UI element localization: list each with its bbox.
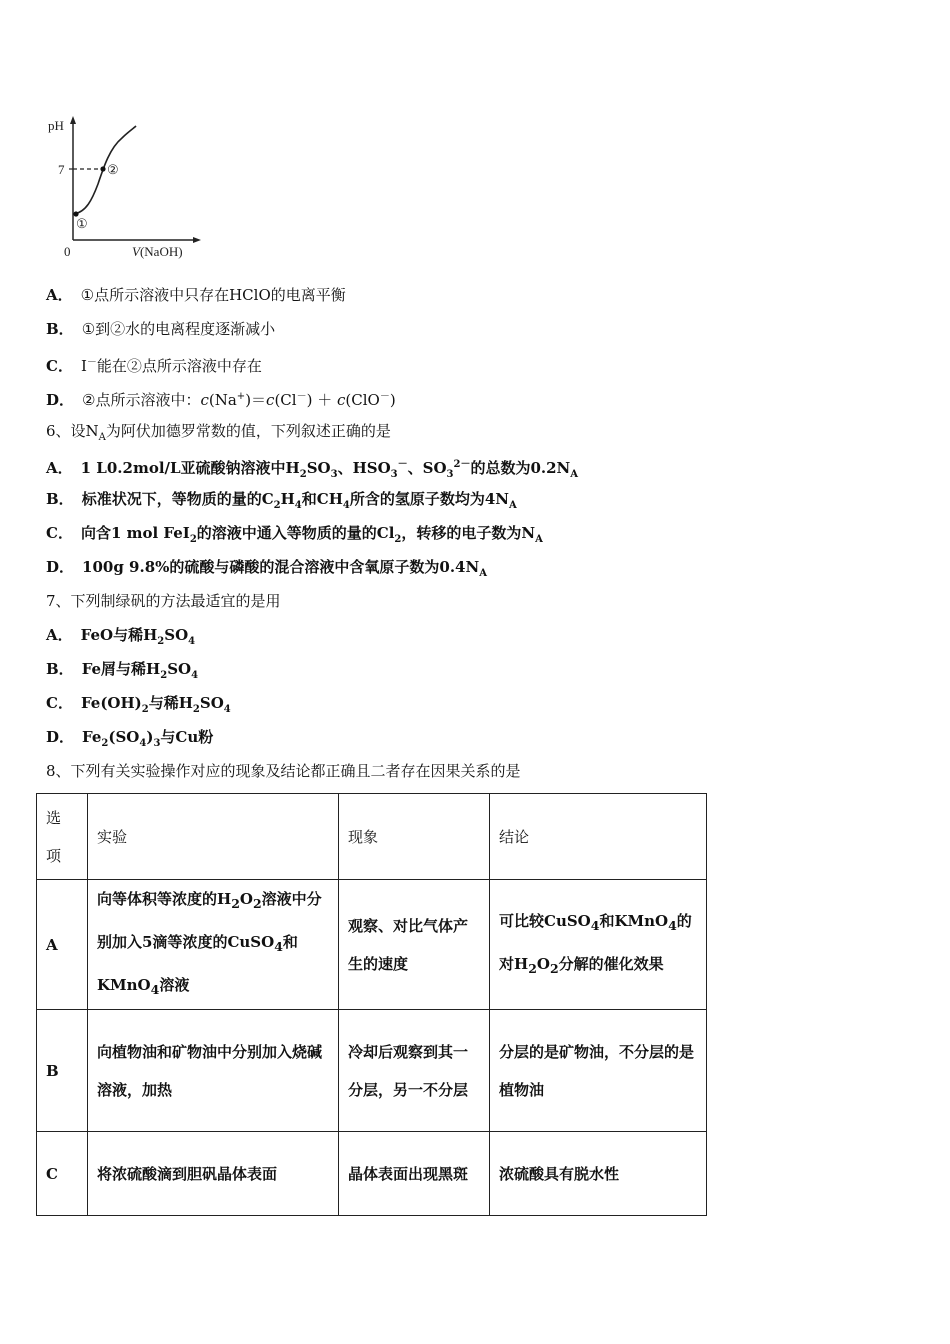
- q7-option-d: D． $Fe_2(SO_4)_3$与Cu粉: [46, 728, 214, 749]
- row-a-phenomenon: 观察、对比气体产生的速度: [339, 880, 490, 1010]
- point-2-marker: [100, 166, 105, 171]
- q6-option-b: B． 标准状况下，等物质的量的$C_2H_4$和$CH_4$所含的氢原子数均为$4N_A$: [46, 490, 517, 511]
- row-c-option: C: [37, 1132, 88, 1216]
- x-axis-arrow-icon: [193, 237, 201, 243]
- q7-option-b: B． Fe屑与稀$H_2SO_4$: [46, 660, 199, 681]
- q6-option-a: A． 1 L0.2mol/L亚硫酸钠溶液中$H_2SO_3$、$HSO_3^-$、$SO_3^{2-}$的总数为$0.2N_A$: [46, 459, 579, 480]
- table-row: [37, 1132, 707, 1216]
- y-tick-7: 7: [58, 162, 65, 177]
- y-axis-arrow-icon: [70, 116, 76, 124]
- row-b-conclusion: 分层的是矿物油，不分层的是植物油: [490, 1010, 707, 1132]
- point-1-label: ①: [76, 216, 88, 231]
- q7-option-c: C． $Fe(OH)_2$与稀$H_2SO_4$: [46, 694, 231, 715]
- q5-option-a: A． ①点所示溶液中只存在HClO的电离平衡: [46, 286, 346, 304]
- q5-option-c: C． I－能在②点所示溶液中存在: [46, 357, 262, 375]
- q6-option-c: C． 向含1 mol FeI$_2$的溶液中通入等物质的量的$Cl_2$，转移的电子数为$N_A$: [46, 524, 543, 545]
- origin-label: 0: [64, 244, 71, 259]
- point-2-label: ②: [107, 162, 119, 177]
- row-a-experiment: 向等体积等浓度的$H_2O_2$溶液中分别加入5滴等浓度的CuSO$_4$和KMnO$_4$溶液: [88, 880, 339, 1010]
- header-conclusion: 结论: [490, 794, 707, 880]
- header-experiment: 实验: [88, 794, 339, 880]
- table-row: [37, 1010, 707, 1132]
- row-c-experiment: 将浓硫酸滴到胆矾晶体表面: [88, 1132, 339, 1216]
- row-b-experiment: 向植物油和矿物油中分别加入烧碱溶液，加热: [88, 1010, 339, 1132]
- header-option: 选 项: [37, 794, 88, 880]
- q8-stem: 8、下列有关实验操作对应的现象及结论都正确且二者存在因果关系的是: [46, 762, 521, 780]
- q7-option-a: A． FeO与稀$H_2SO_4$: [46, 626, 196, 647]
- q8-table: [36, 793, 707, 1216]
- row-c-phenomenon: 晶体表面出现黑斑: [339, 1132, 490, 1216]
- header-phenomenon: 现象: [339, 794, 490, 880]
- row-b-option: B: [37, 1010, 88, 1132]
- row-b-phenomenon: 冷却后观察到其一分层，另一不分层: [339, 1010, 490, 1132]
- table-row: [37, 880, 707, 1010]
- q5-option-b: B． ①到②水的电离程度逐渐减小: [46, 320, 276, 338]
- q6-option-d: D． 100g 9.8%的硫酸与磷酸的混合溶液中含氧原子数为$0.4N_A$: [46, 558, 487, 579]
- row-a-option: A: [37, 880, 88, 1010]
- q5-option-d: D． ②点所示溶液中：c(Na+)＝c(Cl－) ＋ c(ClO－): [46, 391, 396, 409]
- q6-stem: 6、设$N_A$为阿伏加德罗常数的值，下列叙述正确的是: [46, 422, 391, 443]
- titration-curve-figure: [40, 108, 205, 266]
- table-header-row: [37, 794, 707, 880]
- y-axis-label: pH: [48, 118, 64, 133]
- row-c-conclusion: 浓硫酸具有脱水性: [490, 1132, 707, 1216]
- row-a-conclusion: 可比较CuSO$_4$和KMnO$_4$的对$H_2O_2$分解的催化效果: [490, 880, 707, 1010]
- x-axis-label: V(NaOH): [132, 244, 183, 259]
- q7-stem: 7、下列制绿矾的方法最适宜的是用: [46, 592, 281, 610]
